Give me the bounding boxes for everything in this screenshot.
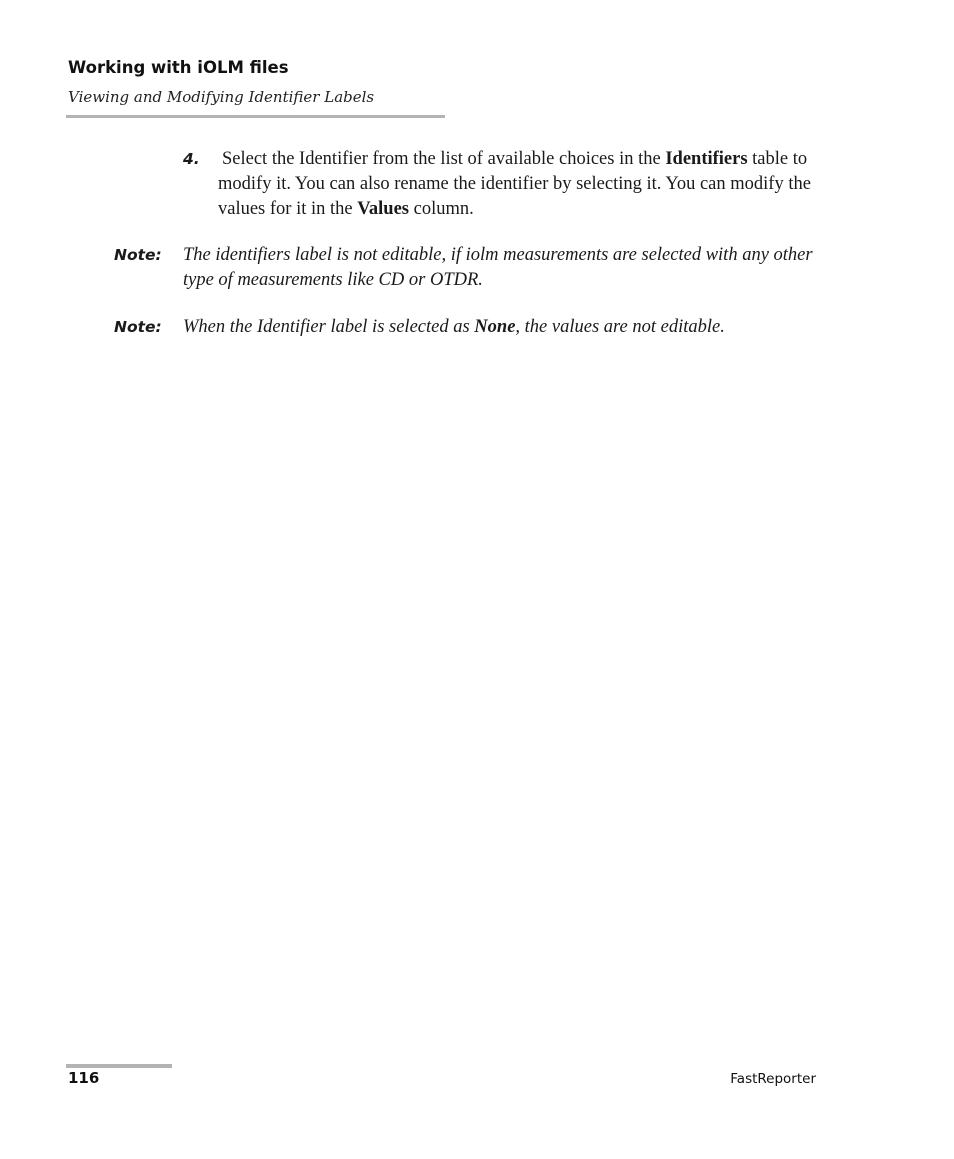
step-text-part: table to modify it. You can also rename the identifier by selecting it. You can modify the values for it in the xyxy=(218,149,811,219)
header-divider xyxy=(66,115,445,118)
note-text-part: When the Identifier label is selected as xyxy=(183,317,475,337)
chapter-title: Working with iOLM files xyxy=(68,58,289,77)
page-number: 116 xyxy=(68,1069,100,1087)
note-label: Note: xyxy=(114,318,162,336)
step-text-part: column. xyxy=(409,199,474,219)
step-text xyxy=(218,147,823,222)
step-text-part: Select the Identifier from the list of available choices in the xyxy=(222,149,666,169)
note-label: Note: xyxy=(114,246,162,264)
note-text: The identifiers label is not editable, if iolm measurements are selected with any other type of measurements like CD or OTDR. xyxy=(183,245,813,290)
none-term: None xyxy=(474,317,516,337)
note-text xyxy=(183,315,824,340)
section-title: Viewing and Modifying Identifier Labels xyxy=(68,88,375,106)
note-none-not-editable xyxy=(114,315,824,340)
footer-divider xyxy=(66,1064,172,1068)
step-number: 4. xyxy=(183,150,200,168)
procedure-step xyxy=(183,147,823,222)
note-text-part: , the values are not editable. xyxy=(515,317,725,337)
product-name: FastReporter xyxy=(730,1071,816,1087)
values-term: Values xyxy=(357,199,409,219)
note-identifiers-not-editable xyxy=(114,243,824,293)
identifiers-term: Identifiers xyxy=(665,149,748,169)
